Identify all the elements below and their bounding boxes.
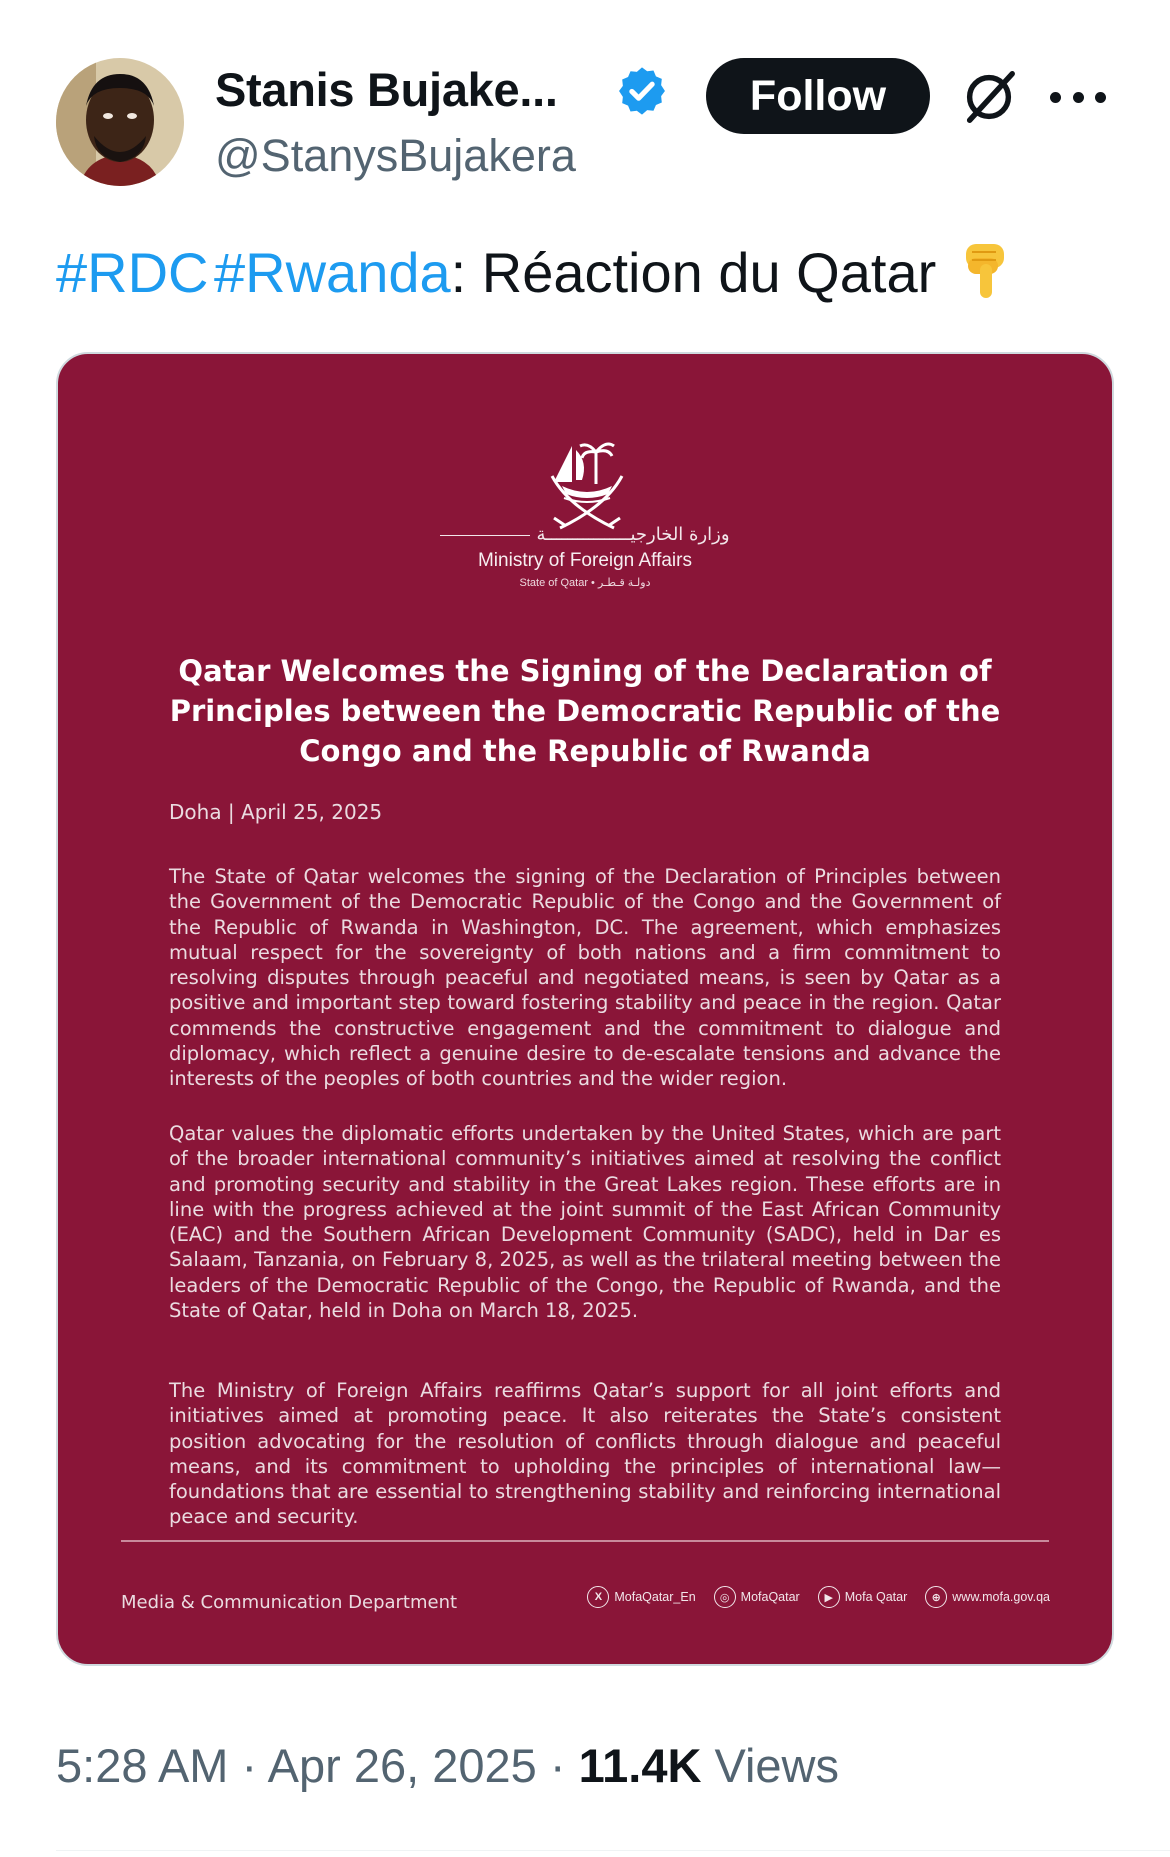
qatar-emblem-icon bbox=[532, 436, 642, 536]
author-avatar[interactable] bbox=[56, 58, 184, 186]
tweet-body: : Réaction du Qatar bbox=[450, 241, 937, 304]
social-links bbox=[587, 1586, 1050, 1608]
press-release-title: Qatar Welcomes the Signing of the Declaration of Principles between the Democratic Republic of the Congo and the Republic of Rwanda bbox=[169, 654, 1001, 768]
grok-icon[interactable] bbox=[958, 66, 1020, 128]
bottom-divider bbox=[56, 1850, 1170, 1851]
verified-badge-icon bbox=[615, 64, 669, 118]
author-name[interactable]: Stanis Bujake... bbox=[215, 63, 558, 116]
pointing-down-emoji-icon bbox=[960, 240, 1012, 315]
instagram-icon: ◎ bbox=[714, 1586, 736, 1608]
attached-image-card[interactable] bbox=[56, 352, 1114, 1666]
tweet-meta: 5:28 AM · Apr 26, 2025 · 11.4K Views bbox=[56, 1739, 839, 1792]
views-count: 11.4K bbox=[578, 1739, 702, 1792]
ministry-name-arabic: وزارة الخارجيــــــــــــــــة bbox=[58, 524, 1112, 545]
social-instagram: ◎ MofaQatar bbox=[714, 1586, 800, 1608]
hashtag-rdc[interactable]: #RDC bbox=[56, 241, 209, 304]
youtube-icon: ▶ bbox=[818, 1586, 840, 1608]
social-x: X MofaQatar_En bbox=[587, 1586, 695, 1608]
press-release-dateline: Doha | April 25, 2025 bbox=[169, 800, 383, 824]
press-release-paragraph: The Ministry of Foreign Affairs reaffirms Qatar’s support for all joint efforts and initiatives aimed at promoting peace. It also reiterates the State’s consistent position advocating for the resolution of conflicts through dialogue and peaceful means, and its commitment to upholding the principles of international law—foundations that are essential to strengthening stability and reinforcing international peace and security. bbox=[169, 1379, 1001, 1529]
footer-divider bbox=[121, 1540, 1049, 1542]
more-options-icon[interactable] bbox=[1050, 72, 1106, 122]
social-youtube: ▶ Mofa Qatar bbox=[818, 1586, 908, 1608]
tweet-date[interactable]: Apr 26, 2025 bbox=[267, 1739, 537, 1792]
author-handle[interactable]: @StanysBujakera bbox=[215, 130, 576, 181]
press-release-paragraph: Qatar values the diplomatic efforts undertaken by the United States, which are part of the broader international community’s initiatives aimed at resolving the conflict and promoting security and stability in the Great Lakes region. These efforts are in line with the progress achieved at the joint summit of the East African Community (EAC) and the Southern African Development Community (SADC), held in Dar es Salaam, Tanzania, on February 8, 2025, as well as the trilateral meeting between the leaders of the Democratic Republic of the Congo, the Republic of Rwanda, and the State of Qatar, held in Doha on March 18, 2025. bbox=[169, 1122, 1001, 1323]
avatar-image bbox=[56, 58, 184, 186]
views-label: Views bbox=[714, 1739, 839, 1792]
globe-icon: ⊕ bbox=[925, 1586, 947, 1608]
hashtag-rwanda[interactable]: #Rwanda bbox=[214, 241, 451, 304]
follow-button[interactable]: Follow bbox=[706, 58, 930, 134]
x-icon: X bbox=[587, 1586, 609, 1608]
ministry-name-english: Ministry of Foreign Affairs bbox=[477, 550, 692, 571]
department-label: Media & Communication Department bbox=[121, 1592, 458, 1613]
ministry-subtitle: State of Qatar • دولـة قـطـر bbox=[519, 577, 651, 589]
press-release-paragraph: The State of Qatar welcomes the signing of the Declaration of Principles between the Government of the Democratic Republic of the Congo and the Government of the Republic of Rwanda in Washington, DC. The agreement, which emphasizes mutual respect for the sovereignty of both nations and a firm commitment to resolving disputes through peaceful and negotiated means, is seen by Qatar as a positive and important step toward fostering stability and peace in the region. Qatar commends the constructive engagement and the commitment to dialogue and diplomacy, which reflect a genuine desire to de-escalate tensions and advance the interests of the peoples of both countries and the wider region. bbox=[169, 865, 1001, 1091]
tweet-text bbox=[56, 240, 1012, 315]
tweet-time[interactable]: 5:28 AM bbox=[56, 1739, 229, 1792]
social-website: ⊕ www.mofa.gov.qa bbox=[925, 1586, 1050, 1608]
